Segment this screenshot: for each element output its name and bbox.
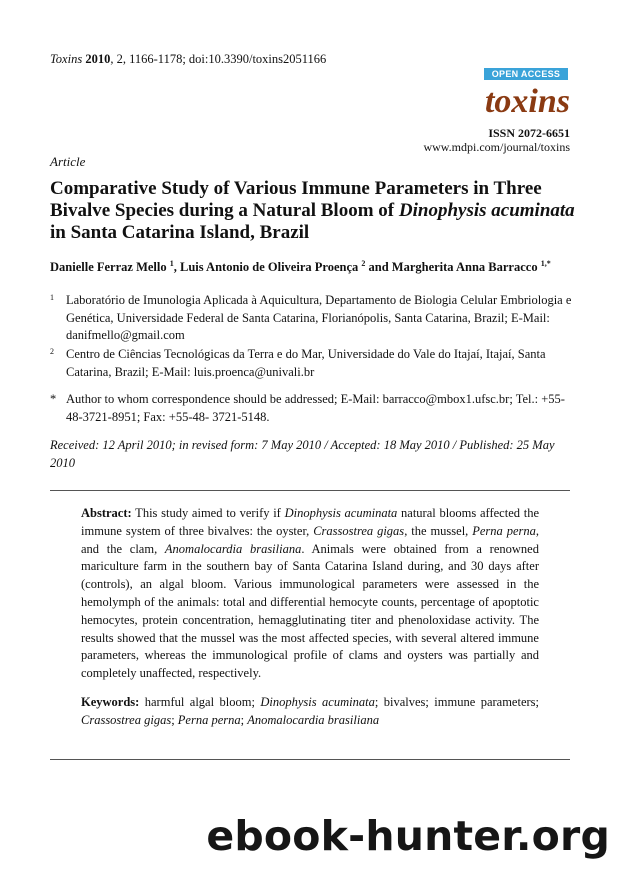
- correspondence-mark: *: [50, 392, 57, 406]
- citation-details: , 2, 1166-1178; doi:10.3390/toxins2051166: [110, 52, 327, 66]
- keyword-species: Perna perna: [177, 712, 241, 727]
- author-3-affiliation: 1,*: [540, 259, 551, 268]
- affiliation-text: Laboratório de Imunologia Aplicada à Aquicultura, Departamento de Biologia Celular Embriologia e Genética, Universidade Federal de Santa Catarina, Florianópolis, Santa Catarina, Brazil; E-Mail: danifmello@gmail.com: [66, 293, 572, 342]
- keyword-species: Anomalocardia brasiliana: [247, 712, 380, 727]
- abstract-label: Abstract:: [81, 506, 132, 520]
- divider-bottom: [50, 759, 570, 760]
- species-name: Dinophysis acuminata: [284, 506, 398, 520]
- author-3: and Margherita Anna Barracco: [365, 260, 538, 275]
- author-list: [50, 259, 580, 275]
- keyword-text: ;: [240, 712, 248, 727]
- keyword-text: ;: [171, 712, 178, 727]
- citation-year: 2010: [85, 52, 111, 66]
- keyword-text: harmful algal bloom;: [139, 695, 261, 709]
- affiliation-number: 1: [50, 293, 54, 302]
- open-access-badge: OPEN ACCESS: [484, 68, 568, 80]
- title-part-1: Comparative Study of Various Immune Parameters in Three Bivalve Species during a Natural Bloom of: [50, 178, 542, 221]
- publication-dates: Received: 12 April 2010; in revised form: 7 May 2010 / Accepted: 18 May 2010 / Published: 25 May 2010: [50, 438, 555, 470]
- author-2-affiliation: 2: [361, 259, 366, 268]
- affiliation-text: Centro de Ciências Tecnológicas da Terra e do Mar, Universidade do Vale do Itajaí, Itajaí, Santa Catarina, Brazil; E-Mail: luis.proenca@univali.br: [66, 347, 546, 379]
- article-type: Article: [50, 154, 86, 169]
- keywords-label: Keywords:: [81, 695, 140, 709]
- keyword-species: Crassostrea gigas: [81, 712, 172, 727]
- abstract-text: natural blooms affected the immune system of three bivalves: the oyster,: [81, 506, 539, 538]
- issn: ISSN 2072-6651: [488, 126, 570, 140]
- species-name: Anomalocardia brasiliana: [164, 541, 302, 556]
- keyword-text: ; bivalves; immune parameters;: [374, 695, 540, 709]
- correspondence-text: Author to whom correspondence should be addressed; E-Mail: barracco@mbox1.ufsc.br; Tel.: +55-48-3721-8951; Fax: +55-48- 3721-5148.: [66, 392, 565, 424]
- author-2: , Luis Antonio de Oliveira Proença: [173, 260, 359, 275]
- watermark: ebook-hunter.org: [206, 812, 610, 860]
- author-1-affiliation: 1: [169, 259, 174, 268]
- citation-line: [50, 52, 326, 67]
- journal-logo: toxins: [484, 83, 570, 120]
- keywords: [81, 694, 539, 730]
- author-1: Danielle Ferraz Mello: [50, 260, 167, 275]
- article-title: [50, 178, 580, 244]
- title-part-2: in Santa Catarina Island, Brazil: [50, 222, 310, 243]
- abstract-text: , and the clam,: [81, 523, 540, 556]
- keyword-species: Dinophysis acuminata: [260, 695, 375, 709]
- title-species: Dinophysis acuminata: [398, 200, 575, 221]
- abstract-text: This study aimed to verify if: [131, 506, 285, 520]
- abstract-text: , the mussel,: [404, 523, 473, 538]
- abstract: [81, 505, 539, 683]
- species-name: Perna perna: [472, 523, 536, 538]
- divider-top: [50, 490, 570, 491]
- journal-url[interactable]: www.mdpi.com/journal/toxins: [423, 140, 570, 154]
- species-name: Crassostrea gigas: [313, 523, 405, 538]
- journal-name: Toxins: [50, 52, 83, 66]
- affiliation-number: 2: [50, 347, 54, 356]
- abstract-text: . Animals were obtained from a renowned mariculture farm in the southern bay of Santa Catarina Island during, and 30 days after (controls), an algal bloom. Various immunological parameters were assessed in the hemolymph of the animals: total and differential hemocyte counts, percentage of apoptotic hemocytes, protein concentration, hemagglutinating titer and phenoloxidase activity. The results showed that the mussel was the most affected species, with several altered immune parameters, whereas the immunological profile of clams and oysters was partially and completely unaffected, respectively.: [81, 541, 539, 681]
